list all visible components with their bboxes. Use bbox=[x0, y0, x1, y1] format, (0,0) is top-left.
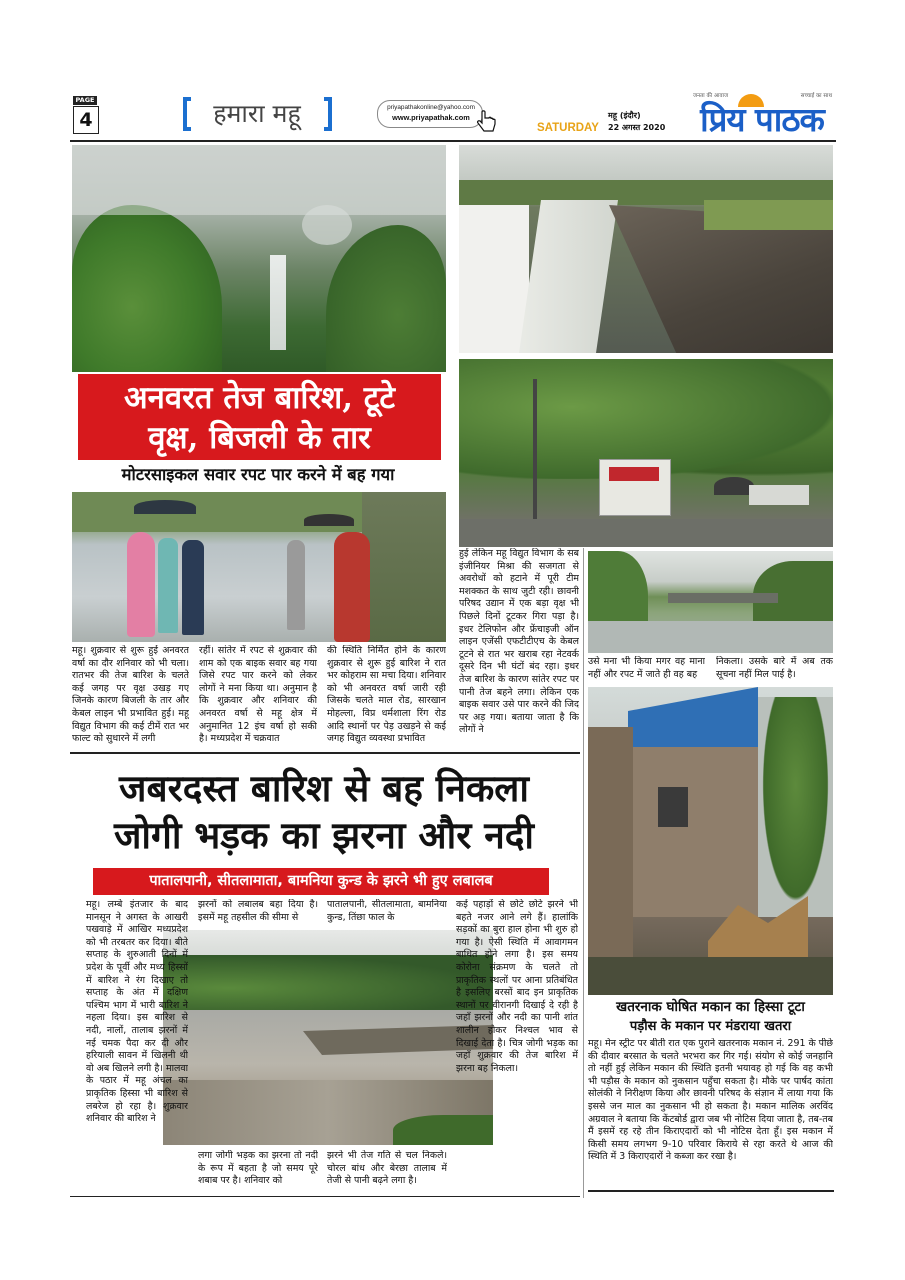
story2-col2-top: झरनों को लबालब बहा दिया है। इसमें महू तहसील की सीमा से bbox=[198, 899, 318, 923]
masthead-rule bbox=[70, 140, 836, 142]
story1-headline-line1: अनवरत तेज बारिश, टूटे bbox=[123, 380, 396, 416]
story1-col4: हुई लेकिन महू विद्युत विभाग के सब इंजीनियर मिश्रा की सजगता से अवरोधों को हटाने में पूरी टीम मशक्कत के साथ जुटी रही। छावनी परिषद उद्यान में एक बड़ा वृक्ष भी पिछले दिनों टूटकर गिरा पड़ा है। इधर टेलिफोन और फ्रेंचाइजी ऑन लाइन एजेंसी एफटीटीएच के केबल टूटने से रात भर खराब रहा नेटवर्क दूसरे दिन भी घंटों बंद रहा। इधर तेज बारिश के कारण सांतेर रपट पर पानी तेज बहने लगा। लेकिन एक बाइक सवार उसे पार करने की जिद पर अड़ गया। बताया जाता है कि लोगों ने bbox=[459, 548, 579, 736]
story3-subhead: पड़ौस के मकान पर मंडराया खतरा bbox=[629, 1019, 792, 1034]
story3-headline: खतरनाक घोषित मकान का हिस्सा टूटा bbox=[616, 999, 805, 1015]
paper-tagline: सच्चाई का साथ bbox=[800, 93, 832, 99]
pointing-hand-icon bbox=[476, 110, 498, 134]
rain-river-people-photo bbox=[72, 492, 446, 642]
misty-waterfall-photo bbox=[72, 145, 446, 372]
city-label: महू (इंदौर) bbox=[608, 111, 641, 120]
day-label: SATURDAY bbox=[537, 122, 599, 134]
paper-subtag: जनता की आवाज bbox=[693, 93, 729, 99]
story3-body: महू। मेन स्ट्रीट पर बीती रात एक पुराने खतरनाक मकान नं. 291 के पीछे की दीवार बरसात के चलते भरभरा कर गिर गई। संयोग से कोई जनहानि तो नहीं हुई लेकिन मकान की स्थिति इतनी भयावह हो गई कि वह कभी भी पड़ौस के मकान को नुकसान पहुँचा सकता है। मौके पर पार्षद कांता सोलंकी ने निरीक्षण किया और छावनी परिषद के संज्ञान में लाया गया कि इससे जन माल का नुकसान भी हो सकता है। मकान मालिक अरविंद अग्रवाल ने बताया कि केंटबोर्ड द्वारा जब भी नोटिस दिया जाता है, तब-तब मैं इसमें रह रहे तीन किराएदारों को भी नोटिस देता हूँ। इस मकान में किसी समय लगभग 9-10 परिवार किराये से रहा करते थे आज की स्थिति में 3 किराएदारों ने कब्जा कर रखा है। bbox=[588, 1038, 833, 1163]
story2-col4: कई पहाड़ों से छोटे छोटे झरने भी बहते नजर आने लगे हैं। हालांकि सड़कों का बुरा हाल होना भी शुरु हो गया है। ऐसी स्थिति में आवागमन बाधित होने लगा है। इस समय कोरोना संक्रमण के चलते तो प्राकृतिक स्थलों पर आना प्रतिबंधित है इसलिए बरसों बाद इन प्राकृतिक स्थानों पर वीरानगी दिखाई दे रही है जहाँ झरनों और नदी का पानी शांत शालीन होकर निश्चल भाव से दिखाई देता है। चित्र जोगी भड़क का जहाँ शुक्रवार की तेज बारिश में झरना बह निकला। bbox=[456, 899, 578, 1074]
email-link[interactable]: priyapathakonline@yahoo.com bbox=[387, 104, 475, 111]
story1-col5a: उसे मना भी किया मगर वह माना नहीं और रपट में जाते ही वह बह bbox=[588, 656, 705, 680]
section-bracket-left bbox=[183, 97, 191, 131]
story2-col3-bottom: झरने भी तेज गति से चल निकले। चोरल बांध और बेरछा तालाब में तेजी से पानी बढ़ने लगा है। bbox=[327, 1150, 447, 1187]
story1-col2: रहीं। सांतेर में रपट से शुक्रवार की शाम को एक बाइक सवार बह गया जिसे रपट पार करने को लेकर लोगों ने मना किया था। अनुमान है कि शुक्रवार और शनिवार की अनवरत वर्षा से महू क्षेत्र में अनुमानित 12 इंच वर्षा हो सकी है। मध्यप्रदेश में चक्रवात bbox=[199, 645, 317, 745]
collapsed-house-photo bbox=[588, 687, 833, 995]
page-tag: PAGE bbox=[73, 96, 97, 105]
story2-col2-bottom: लगा जोगी भड़क का झरना तो नदी के रूप में बहता है जो समय पूरे शबाब पर है। शनिवार को bbox=[198, 1150, 318, 1187]
story2-headline-line1: जबरदस्त बारिश से बह निकला bbox=[119, 767, 529, 810]
story1-subhead: मोटरसाइकल सवार रपट पार करने में बह गया bbox=[121, 465, 395, 484]
section-title: हमारा महू bbox=[213, 99, 301, 128]
page-bottom-rule-right bbox=[588, 1190, 834, 1192]
story2-col1: महू। लम्बे इंतजार के बाद मानसून ने अगस्त के आखरी पखवाड़े में आखिर मध्यप्रदेश को भी तरबतर कर दिया। बीते सप्ताह के शुरुआती दिनों में प्रदेश के पूर्वी और मध्य हिस्सों में बारिश ने रंग दिखाए तो सप्ताह के अंत में दक्षिण पश्चिम भाग में भारी बारिश ने नहला दिया। इस बारिश से नदी, नालों, तालाब झरनों में नई चमक पैदा कर दी और हरियाली सावन में खिलनी थी वो अब खिलने लगी है। मालवा के पठार में महू अंचल का प्राकृतिक हिस्सा भी बारिश से लबरेज हो रहा है। शुक्रवार शनिवार की बारिश ने bbox=[86, 899, 188, 1125]
flooded-bridge-photo bbox=[588, 551, 833, 653]
section-bracket-right bbox=[324, 97, 332, 131]
river-gorge-photo bbox=[459, 145, 833, 353]
fallen-tree-crane-photo bbox=[459, 359, 833, 547]
page-bottom-rule-left bbox=[70, 1196, 580, 1197]
page-number: 4 bbox=[73, 106, 99, 134]
story1-bottom-rule bbox=[70, 752, 580, 754]
story2-col3-top: पातालपानी, सीतलामाता, बामनिया कुन्ड, तिंछा फाल के bbox=[327, 899, 447, 923]
story1-col5b: निकला। उसके बारे में अब तक सूचना नहीं मिल पाई है। bbox=[716, 656, 833, 680]
story1-headline-line2: वृक्ष, बिजली के तार bbox=[148, 420, 371, 456]
website-link[interactable]: www.priyapathak.com bbox=[392, 113, 470, 122]
story2-headline-line2: जोगी भड़क का झरना और नदी bbox=[113, 814, 535, 857]
paper-name: प्रिय पाठक bbox=[700, 100, 824, 139]
jogi-bhadak-river-photo bbox=[163, 930, 493, 1145]
story1-col3: की स्थिति निर्मित होने के कारण शुक्रवार से शुरू हुई बारिश ने रात भर कोहराम सा मचा दिया। शनिवार को भी अनवरत वर्षा जारी रही जिसके चलते माल रोड, सारखान मोहल्ला, विप्र धर्मशाला रिंग रोड आदि स्थानों पर पेड़ उखड़ने से कई जगह विद्युत व्यवस्था प्रभावित bbox=[327, 645, 446, 745]
story1-col1: महू। शुक्रवार से शुरू हुई अनवरत वर्षा का दौर शनिवार को भी चला। रातभर की तेज बारिश के चलते कई जगह पर वृक्ष उखड़ गए जिनके कारण बिजली के तार और केबल लाइन भी प्रभावित हुई। महू विद्युत विभाग की कई टीमें रात भर फाल्ट को सुधारने में लगी bbox=[72, 645, 189, 745]
story2-subhead-box: पातालपानी, सीतलामाता, बामनिया कुन्ड के झरने भी हुए लबालब bbox=[93, 868, 549, 895]
date-label: 22 अगस्त 2020 bbox=[608, 123, 666, 132]
story1-headline-box bbox=[78, 374, 441, 460]
column-divider bbox=[583, 548, 584, 1198]
